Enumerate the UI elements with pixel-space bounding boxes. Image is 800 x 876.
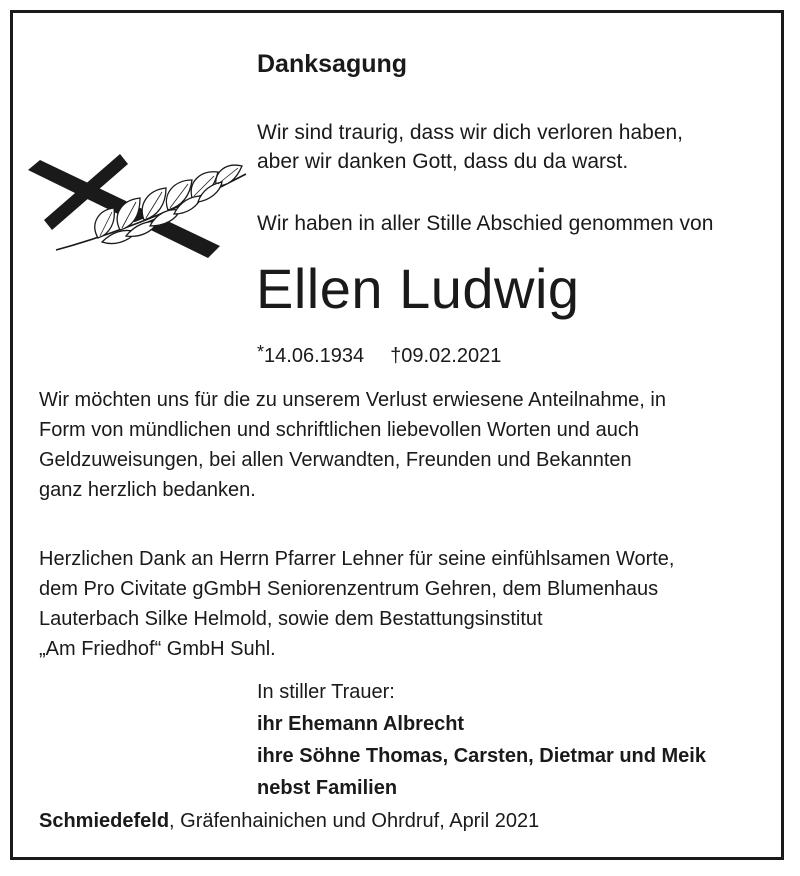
farewell-text: Wir haben in aller Stille Abschied genommen von	[257, 212, 714, 235]
mourners-signature	[257, 676, 706, 804]
poem-text	[257, 118, 757, 176]
death-symbol: †	[390, 345, 402, 367]
place-date-line	[39, 810, 539, 833]
birth-date: 14.06.1934	[264, 345, 365, 367]
signature-line: ihr Ehemann Albrecht	[257, 713, 465, 735]
footer-place: Schmiedefeld	[39, 810, 170, 832]
signature-line: nebst Familien	[257, 777, 398, 799]
birth-symbol: *	[257, 342, 265, 362]
footer-rest: , Gräfenhainichen und Ohrdruf, April 2021	[169, 810, 540, 832]
thanks-paragraph: Wir möchten uns für die zu unserem Verlust erwiesene Anteilnahme, in Form von mündlichen und schriftlichen liebevollen Worten und auch Geldzuweisungen, bei allen Verwandten, Freunden und Bekannten ganz herzlich bedanken.	[39, 389, 666, 501]
poem-line: aber wir danken Gott, dass du da warst.	[257, 150, 629, 173]
life-dates	[257, 342, 501, 368]
notice-heading: Danksagung	[257, 50, 408, 78]
signature-intro: In stiller Trauer:	[257, 681, 395, 703]
signature-line: ihre Söhne Thomas, Carsten, Dietmar und Meik	[257, 745, 706, 767]
death-date: 09.02.2021	[401, 345, 502, 367]
cross-with-palm-branch-icon	[28, 150, 253, 262]
acknowledgement-paragraph: Herzlichen Dank an Herrn Pfarrer Lehner für seine einfühlsamen Worte, dem Pro Civitate gGmbH Seniorenzentrum Gehren, dem Blumenhaus Lauterbach Silke Helmold, sowie dem Bestattungsinstitut „Am Friedhof“ GmbH Suhl.	[39, 548, 675, 660]
poem-line: Wir sind traurig, dass wir dich verloren haben,	[257, 121, 684, 144]
deceased-name: Ellen Ludwig	[256, 257, 580, 320]
